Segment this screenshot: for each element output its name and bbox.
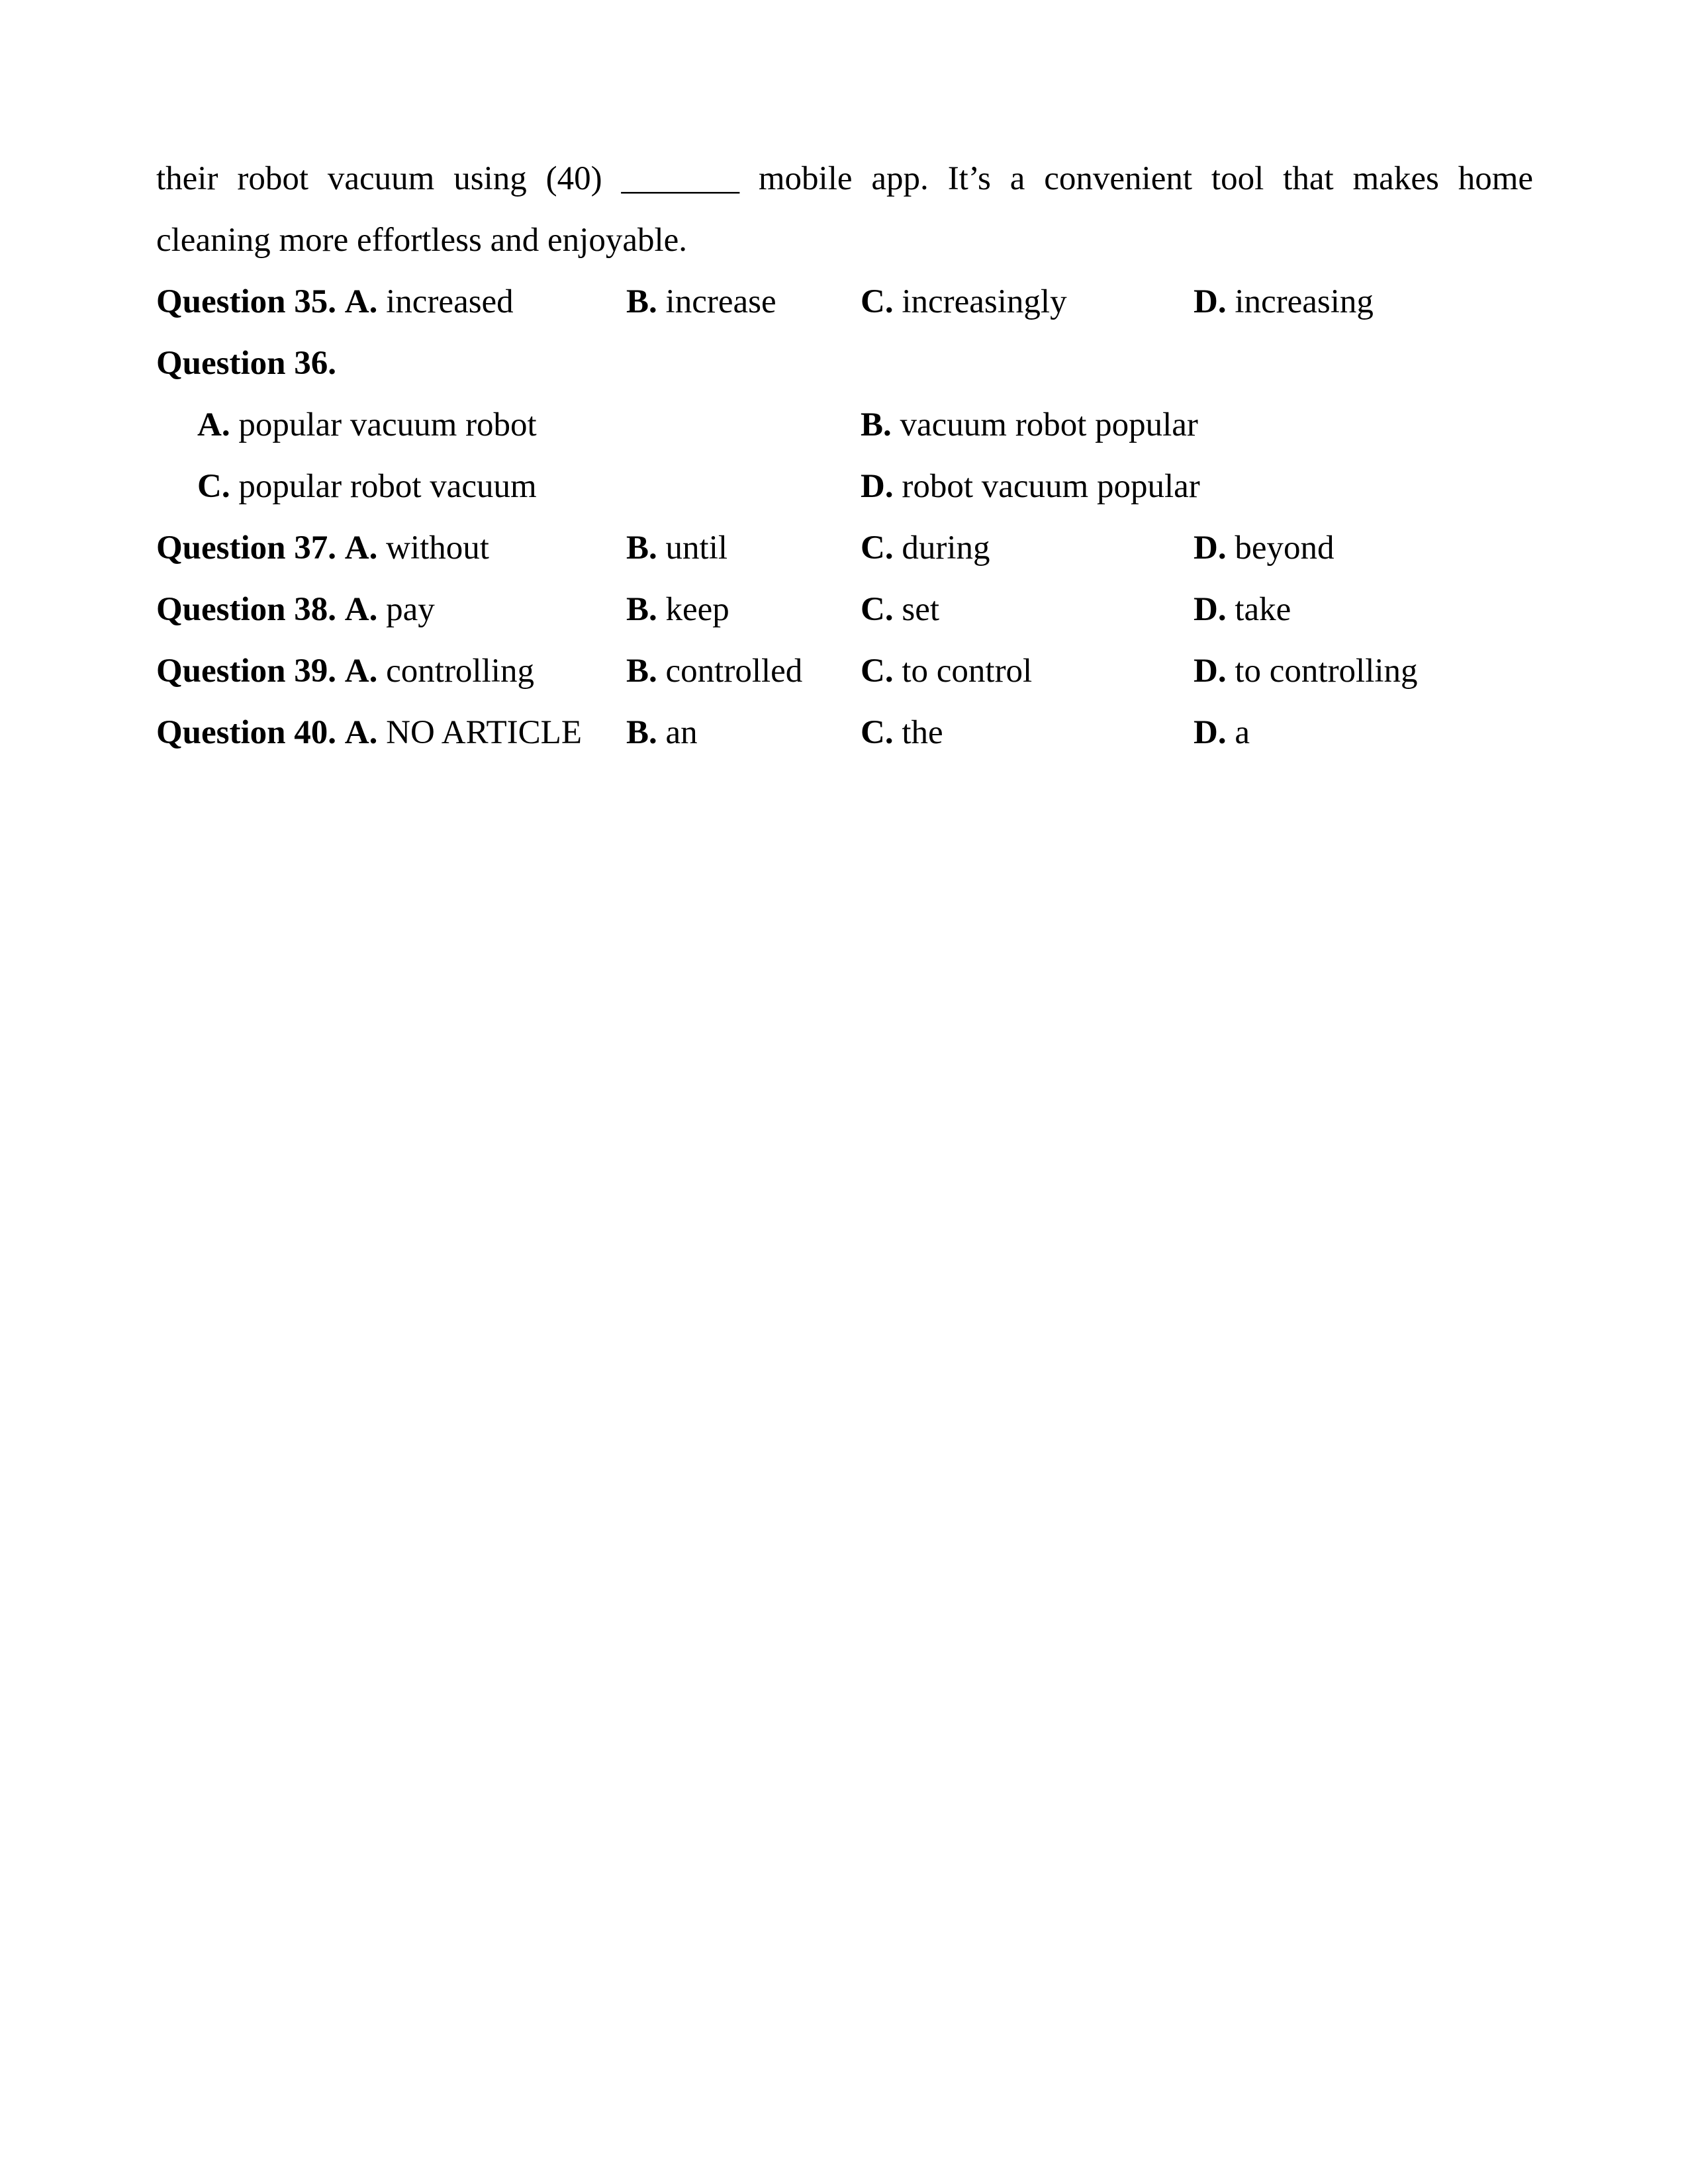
option-letter: B. — [861, 406, 892, 443]
question-40-option-a — [156, 702, 582, 764]
question-38 — [0, 579, 1688, 641]
option-text: take — [1235, 591, 1291, 628]
option-letter: D. — [1194, 714, 1227, 751]
question-label: Question 37. — [156, 529, 337, 567]
option-text: NO ARTICLE — [386, 714, 582, 751]
option-letter: D. — [1194, 529, 1227, 567]
question-38-option-a — [156, 579, 435, 641]
option-letter: C. — [861, 653, 894, 690]
question-label: Question 40. — [156, 714, 337, 751]
option-letter: B. — [626, 653, 657, 690]
option-text: increasingly — [902, 283, 1067, 320]
option-letter: A. — [344, 529, 378, 567]
option-text: beyond — [1235, 529, 1335, 567]
option-letter: D. — [1194, 653, 1227, 690]
question-40-option-d — [1194, 702, 1250, 764]
question-36-option-b — [861, 394, 1198, 456]
option-text: a — [1235, 714, 1250, 751]
question-36-option-d — [861, 456, 1200, 518]
question-39 — [0, 641, 1688, 702]
option-text: increased — [386, 283, 514, 320]
option-letter: B. — [626, 529, 657, 567]
option-text: the — [902, 714, 943, 751]
question-37-option-c — [861, 518, 990, 579]
option-text: an — [665, 714, 698, 751]
question-35-option-a — [156, 271, 514, 333]
question-label: Question 35. — [156, 283, 337, 320]
question-39-option-b — [626, 641, 802, 702]
question-37-option-a — [156, 518, 489, 579]
option-text: to controlling — [1235, 653, 1418, 690]
question-36-option-c — [197, 456, 537, 518]
question-36-options-row-1 — [0, 394, 1688, 456]
option-text: set — [902, 591, 939, 628]
question-35-option-b — [626, 271, 776, 333]
option-letter: B. — [626, 714, 657, 751]
question-label: Question 38. — [156, 591, 337, 628]
option-text: robot vacuum popular — [902, 468, 1200, 505]
option-letter: C. — [197, 468, 230, 505]
question-39-option-a — [156, 641, 534, 702]
question-40 — [0, 702, 1688, 764]
option-letter: C. — [861, 283, 894, 320]
question-36-label-cell — [156, 333, 336, 394]
question-36-option-a — [197, 394, 537, 456]
option-text: popular robot vacuum — [238, 468, 537, 505]
question-38-option-c — [861, 579, 939, 641]
option-text: controlled — [665, 653, 803, 690]
question-label: Question 39. — [156, 653, 337, 690]
option-letter: C. — [861, 591, 894, 628]
question-39-option-c — [861, 641, 1032, 702]
option-text: keep — [665, 591, 729, 628]
question-36 — [0, 333, 1688, 394]
question-37-option-b — [626, 518, 727, 579]
question-37-option-d — [1194, 518, 1334, 579]
question-38-option-b — [626, 579, 729, 641]
question-38-option-d — [1194, 579, 1291, 641]
question-35-option-c — [861, 271, 1067, 333]
question-40-option-b — [626, 702, 698, 764]
question-35 — [0, 271, 1688, 333]
option-text: without — [386, 529, 489, 567]
option-letter: C. — [861, 529, 894, 567]
option-letter: B. — [626, 283, 657, 320]
option-letter: D. — [1194, 283, 1227, 320]
question-40-option-c — [861, 702, 943, 764]
option-text: popular vacuum robot — [238, 406, 537, 443]
passage-line-2: cleaning more effortless and enjoyable. — [156, 222, 688, 259]
option-letter: A. — [197, 406, 230, 443]
option-text: controlling — [386, 653, 534, 690]
option-letter: A. — [344, 591, 378, 628]
option-letter: A. — [344, 714, 378, 751]
option-text: during — [902, 529, 990, 567]
option-letter: D. — [1194, 591, 1227, 628]
option-letter: D. — [861, 468, 894, 505]
option-text: to control — [902, 653, 1033, 690]
option-letter: A. — [344, 653, 378, 690]
option-text: vacuum robot popular — [900, 406, 1198, 443]
option-text: increasing — [1235, 283, 1374, 320]
option-text: pay — [386, 591, 435, 628]
option-letter: A. — [344, 283, 378, 320]
question-39-option-d — [1194, 641, 1418, 702]
question-label: Question 36. — [156, 345, 337, 382]
option-letter: B. — [626, 591, 657, 628]
question-35-option-d — [1194, 271, 1374, 333]
passage-line-1: their robot vacuum using (40) _______ mobile app. It’s a convenient tool that makes home — [156, 160, 1533, 197]
question-36-options-row-2 — [0, 456, 1688, 518]
option-text: until — [665, 529, 728, 567]
option-text: increase — [665, 283, 776, 320]
option-letter: C. — [861, 714, 894, 751]
question-37 — [0, 518, 1688, 579]
